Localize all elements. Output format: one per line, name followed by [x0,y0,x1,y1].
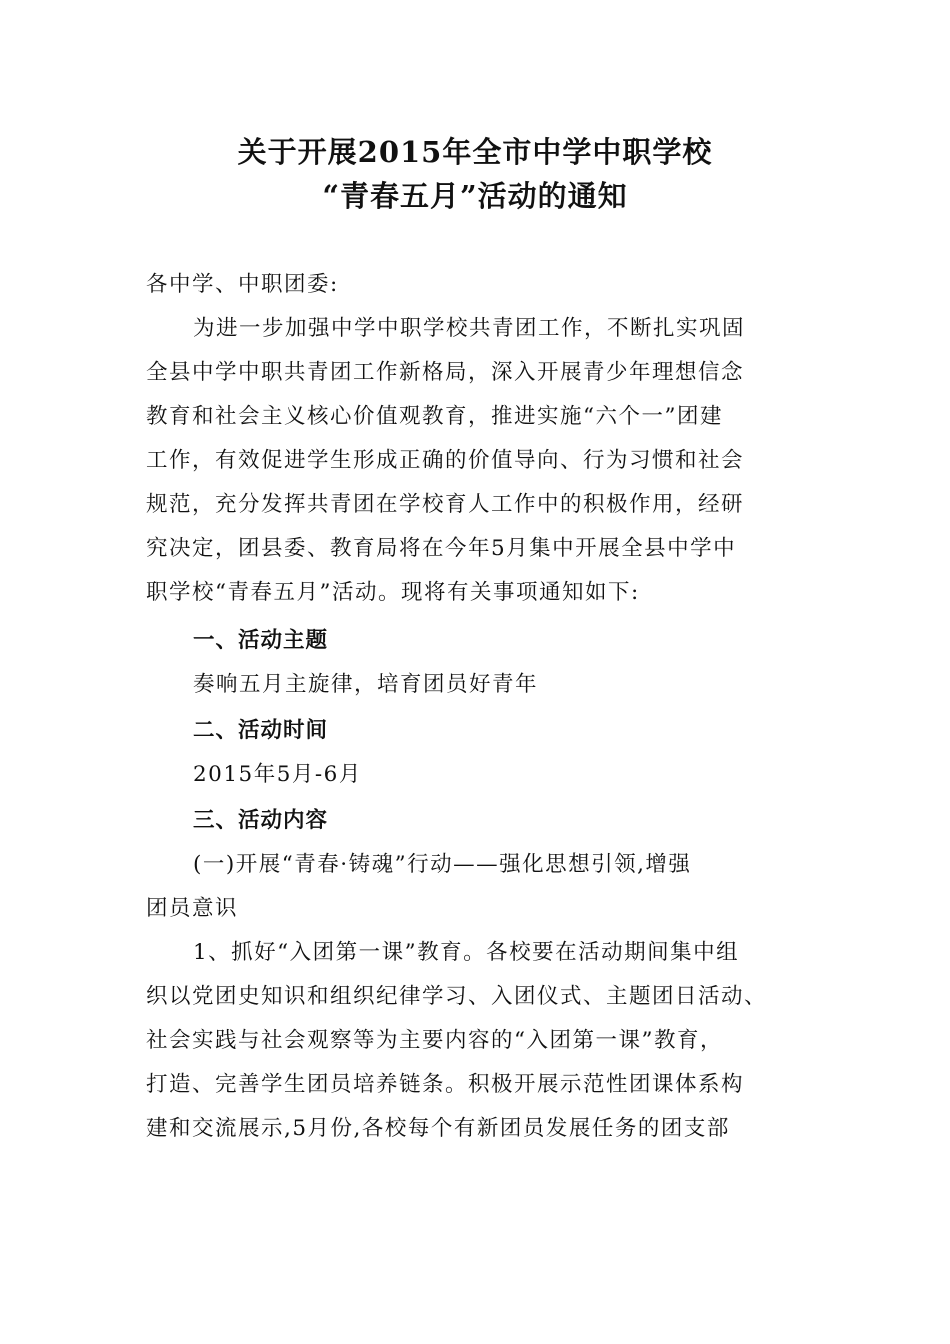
section-3-heading: 三、活动内容 [193,808,329,833]
intro-line-6: 究决定，团县委、教育局将在今年5月集中开展全县中学中 [146,536,737,561]
intro-line-7: 职学校“青春五月”活动。现将有关事项通知如下: [146,580,640,605]
item-1-line-5: 建和交流展示,5月份,各校每个有新团员发展任务的团支部 [146,1116,730,1141]
document-title-line-2: “青春五月”活动的通知 [322,179,628,213]
salutation: 各中学、中职团委: [146,272,339,297]
item-1-line-3: 社会实践与社会观察等为主要内容的“入团第一课”教育， [146,1028,723,1053]
subsection-1-line-1: (一)开展“青春·铸魂”行动——强化思想引领,增强 [193,852,692,877]
intro-line-4: 工作，有效促进学生形成正确的价值导向、行为习惯和社会 [146,448,745,473]
intro-line-1: 为进一步加强中学中职学校共青团工作，不断扎实巩固 [193,316,746,341]
section-2-text: 2015年5月-6月 [193,762,362,787]
section-1-text: 奏响五月主旋律，培育团员好青年 [193,672,539,697]
document-title-line-1: 关于开展2015年全市中学中职学校 [237,135,713,169]
item-1-line-1: 1、抓好“入团第一课”教育。各校要在活动期间集中组 [193,940,740,965]
item-1-line-2: 织以党团史知识和组织纪律学习、入团仪式、主题团日活动、 [146,984,768,1009]
section-1-heading: 一、活动主题 [193,628,329,653]
section-2-heading: 二、活动时间 [193,718,329,743]
item-1-line-4: 打造、完善学生团员培养链条。积极开展示范性团课体系构 [146,1072,745,1097]
intro-line-5: 规范，充分发挥共青团在学校育人工作中的积极作用，经研 [146,492,745,517]
intro-line-3: 教育和社会主义核心价值观教育，推进实施“六个一”团建 [146,404,723,429]
subsection-1-line-2: 团员意识 [146,896,239,921]
intro-line-2: 全县中学中职共青团工作新格局，深入开展青少年理想信念 [146,360,745,385]
